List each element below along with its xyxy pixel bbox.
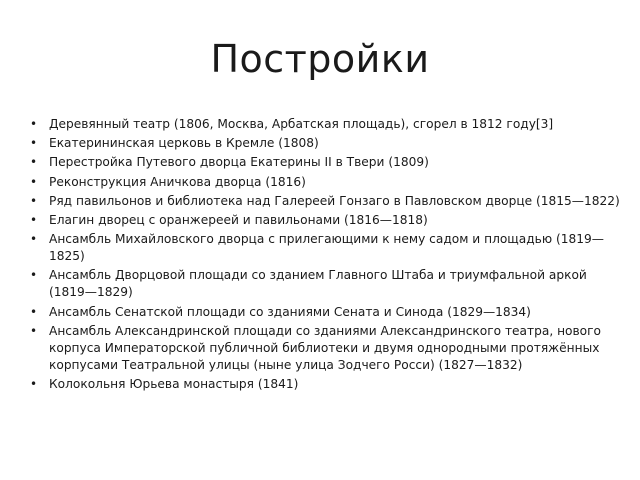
bullet-icon: •: [30, 268, 38, 283]
bullet-icon: •: [30, 376, 38, 391]
list-item: [30, 212, 620, 229]
list-item: [30, 174, 620, 191]
list-item: [30, 323, 620, 374]
list-item: [30, 231, 620, 265]
list-item: [30, 376, 620, 393]
list-item-text: Ансамбль Дворцовой площади со зданием Главного Штаба и триумфальной аркой (1819—1829): [49, 268, 587, 300]
list-item-text: Колокольня Юрьева монастыря (1841): [49, 376, 299, 391]
list-item-text: Реконструкция Аничкова дворца (1816): [49, 174, 306, 189]
list-item: [30, 267, 620, 301]
list-item: [30, 154, 620, 171]
bullet-icon: •: [30, 323, 38, 338]
bullet-icon: •: [30, 232, 38, 247]
list-item-text: Екатерининская церковь в Кремле (1808): [49, 136, 319, 151]
bullet-icon: •: [30, 155, 38, 170]
list-item-text: Ансамбль Александринской площади со зданиями Александринского театра, нового корпуса Императорской публичной библиотеки и двумя однородными протяжённых корпусами Театральной улицы (ныне улица Зодчего Росси) (1827—1832): [49, 323, 601, 372]
list-item-text: Ансамбль Михайловского дворца с прилегающими к нему садом и площадью (1819—1825): [49, 232, 604, 264]
list-item-text: Ансамбль Сенатской площади со зданиями Сената и Синода (1829—1834): [49, 304, 531, 319]
list-item: [30, 116, 620, 133]
list-item: [30, 193, 620, 210]
bullet-icon: •: [30, 193, 38, 208]
bullet-list: [30, 116, 620, 395]
bullet-icon: •: [30, 212, 38, 227]
list-item-text: Перестройка Путевого дворца Екатерины II в Твери (1809): [49, 155, 429, 170]
list-item-text: Деревянный театр (1806, Москва, Арбатская площадь), сгорел в 1812 году[3]: [49, 117, 554, 131]
bullet-icon: •: [30, 174, 38, 189]
list-item: [30, 135, 620, 152]
list-item: [30, 304, 620, 321]
list-item-text: Ряд павильонов и библиотека над Галереей Гонзаго в Павловском дворце (1815—1822): [49, 193, 620, 208]
bullet-icon: •: [30, 304, 38, 319]
list-item-text: Елагин дворец с оранжереей и павильонами (1816—1818): [49, 212, 428, 227]
bullet-icon: •: [30, 117, 38, 131]
slide-title: Постройки: [210, 37, 430, 81]
bullet-icon: •: [30, 136, 38, 151]
